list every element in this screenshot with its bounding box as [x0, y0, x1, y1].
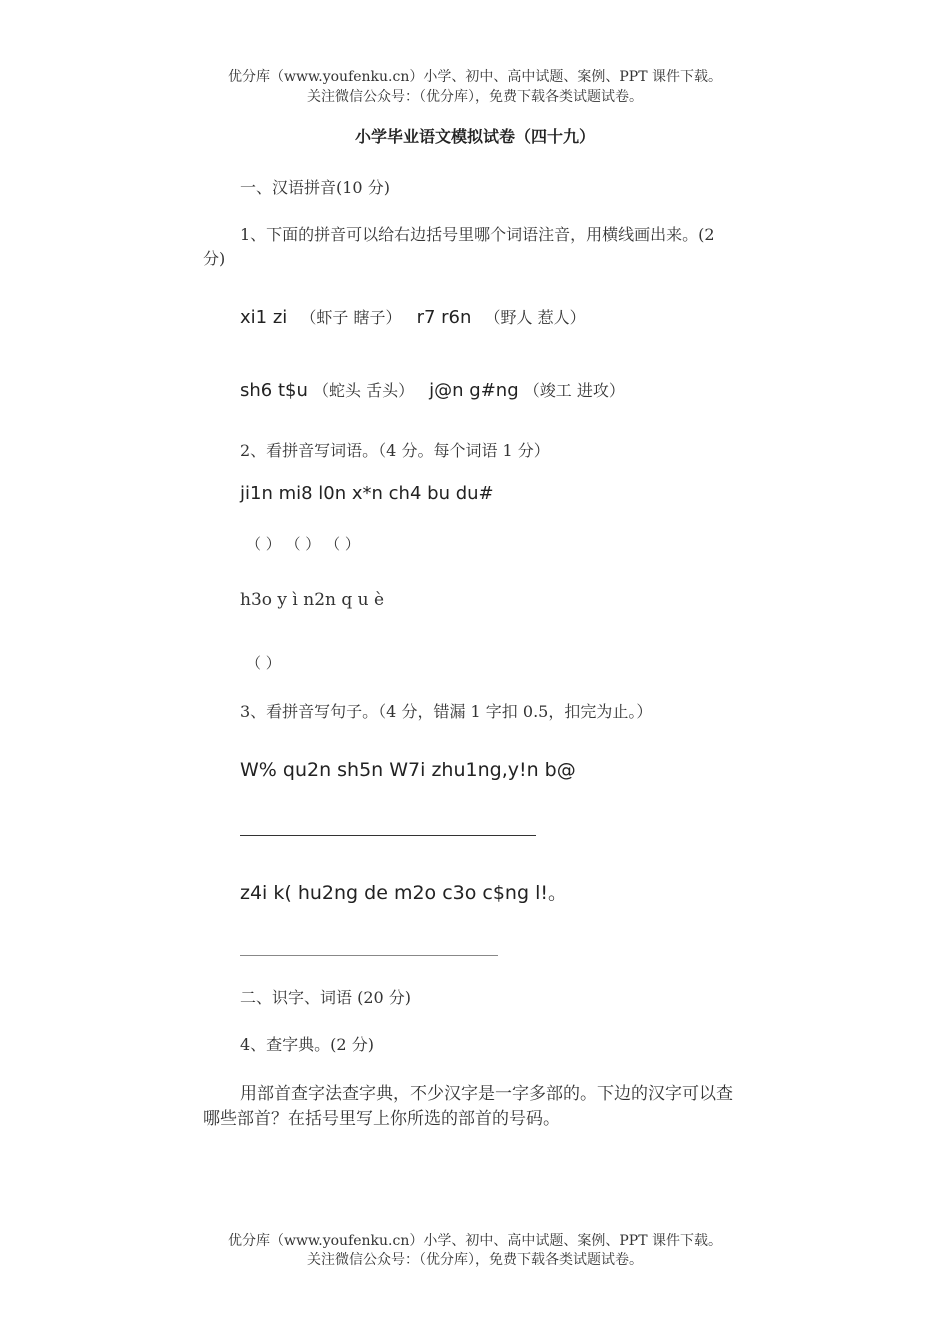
q1-row1-pinyin-1: xi1 zi: [240, 307, 288, 328]
q2-blanks: （ ） （ ） （ ）: [246, 535, 360, 553]
q1-row1-options-1: （虾子 瞎子）: [300, 308, 402, 327]
page-title: 小学毕业语文模拟试卷（四十九）: [354, 127, 595, 146]
q1-row2-options-1: （蛇头 舌头）: [312, 381, 415, 400]
q3-answer-line-1: [240, 835, 536, 836]
q1-row1-pinyin-2: r7 r6n: [416, 307, 472, 328]
q3-text: 3、看拼音写句子。（4 分，错漏 1 字扣 0.5，扣完为止。）: [240, 702, 653, 721]
q2-text: 2、看拼音写词语。（4 分。每个词语 1 分）: [240, 441, 550, 460]
header-line-1: 优分库（www.youfenku.cn）小学、初中、高中试题、案例、PPT 课件下载。: [227, 69, 722, 85]
q2-pinyin-2: h3o y ì n2n q u è: [240, 590, 385, 610]
header-line-2: 关注微信公众号：（优分库），免费下载各类试题试卷。: [307, 89, 643, 105]
q4-paragraph-line-1: 用部首查字法查字典，不少汉字是一字多部的。下边的汉字可以查: [240, 1084, 733, 1104]
q1-text-line-2: 分): [203, 249, 226, 268]
q2-blank-2: （ ）: [246, 654, 281, 672]
q3-sentence-2: z4i k( hu2ng de m2o c3o c$ng l!。: [240, 882, 567, 904]
q1-row2-pinyin-1: sh6 t$u: [240, 380, 308, 401]
footer-line-1: 优分库（www.youfenku.cn）小学、初中、高中试题、案例、PPT 课件下载。: [227, 1233, 722, 1249]
q1-row-2: [240, 378, 625, 401]
q1-row-1: [240, 305, 586, 328]
q3-answer-line-2: [240, 955, 498, 956]
q2-pinyin: ji1n mi8 l0n x*n ch4 bu du#: [240, 483, 494, 504]
q4-text: 4、查字典。(2 分): [240, 1035, 374, 1054]
q3-sentence-1: W% qu2n sh5n W7i zhu1ng,y!n b@: [240, 759, 576, 781]
q4-paragraph-line-2: 哪些部首？在括号里写上你所选的部首的号码。: [203, 1109, 560, 1129]
q1-row1-options-2: （野人 惹人）: [484, 308, 586, 327]
q1-row2-options-2: （竣工 进攻）: [523, 381, 625, 400]
q1-row2-pinyin-2: j@n g#ng: [429, 380, 519, 401]
q1-text-line-1: 1、下面的拼音可以给右边括号里哪个词语注音，用横线画出来。(2: [240, 225, 715, 244]
section-1-heading: 一、汉语拼音(10 分): [240, 178, 390, 197]
section-2-heading: 二、识字、词语 (20 分): [240, 988, 412, 1007]
footer-line-2: 关注微信公众号：（优分库），免费下载各类试题试卷。: [307, 1252, 643, 1268]
